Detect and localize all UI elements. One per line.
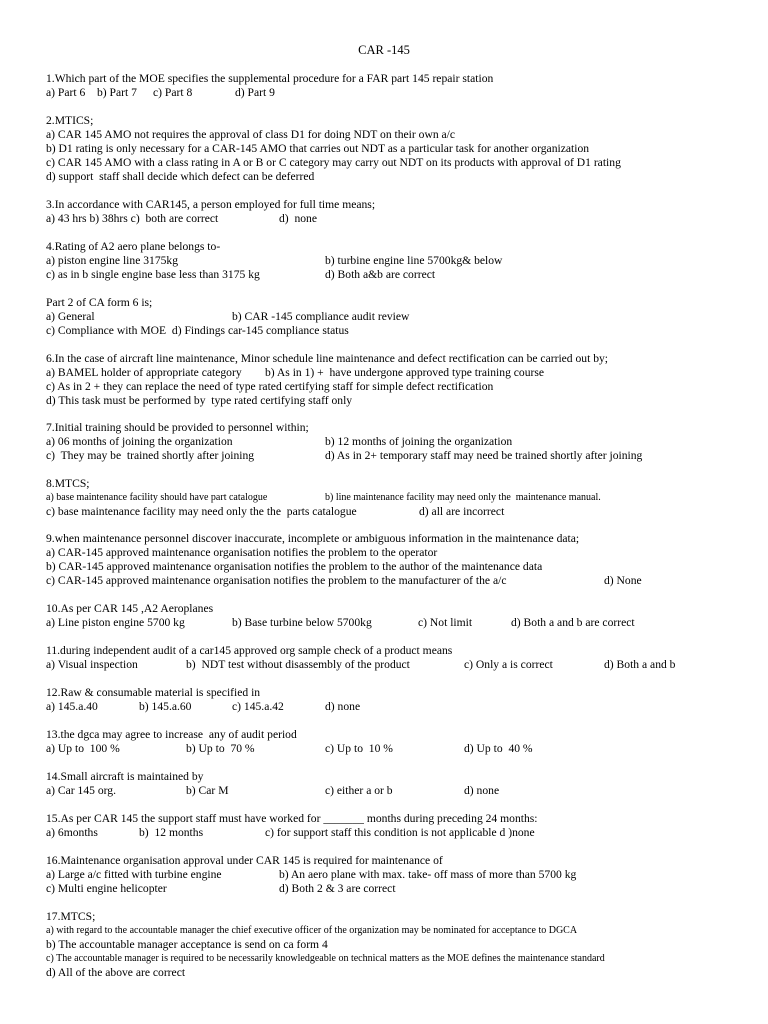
options-row [46,868,746,882]
option-a: a) piston engine line 3175kg [46,254,179,267]
options-row [46,616,746,630]
question-text: 10.As per CAR 145 ,A2 Aeroplanes [46,602,214,615]
option-c: c) The accountable manager is required to be necessarily knowledgeable on technical matters as the MOE defines the maintenance standard [46,953,605,964]
question-4 [46,240,746,282]
question-15 [46,812,746,840]
option-a: a) Car 145 org. [46,784,116,797]
option-abc: a) 43 hrs b) 38hrs c) both are correct [46,212,219,225]
question-2 [46,114,746,184]
option-a: a) Up to 100 % [46,742,120,755]
option-d: d) Both a&b are correct [325,268,436,281]
question-text: 7.Initial training should be provided to personnel within; [46,421,309,434]
options-row [46,366,746,380]
option-b: b) D1 rating is only necessary for a CAR-145 AMO that carries out NDT as a particular task for another organization [46,142,590,155]
question-text: 3.In accordance with CAR145, a person employed for full time means; [46,198,376,211]
options-row [46,449,746,463]
option-c: c) CAR-145 approved maintenance organisation notifies the problem to the manufacturer of the a/c [46,574,507,587]
option-a: a) Large a/c fitted with turbine engine [46,868,222,881]
option-b: b) An aero plane with max. take- off mass of more than 5700 kg [279,868,577,881]
question-1 [46,72,746,100]
question-text: 6.In the case of aircraft line maintenance, Minor schedule line maintenance and defect rectification can be carried out by; [46,352,609,365]
question-16 [46,854,746,896]
question-text: 14.Small aircraft is maintained by [46,770,204,783]
option-a: a) 06 months of joining the organization [46,435,233,448]
option-a: a) with regard to the accountable manager the chief executive officer of the organization may be nominated for acceptance to DGCA [46,925,578,936]
question-12 [46,686,746,714]
option-cd: c) for support staff this condition is not applicable d )none [265,826,535,839]
question-9 [46,532,746,588]
option-c: c) base maintenance facility may need only the the parts catalogue [46,505,357,518]
option-b: b) Base turbine below 5700kg [232,616,372,629]
option-c: c) Multi engine helicopter [46,882,167,895]
option-c: c) either a or b [325,784,393,797]
options-row [46,491,746,505]
option-c: c) Part 8 [153,86,193,99]
question-text: 12.Raw & consumable material is specified in [46,686,261,699]
options-row [46,505,746,519]
option-a: a) Part 6 [46,86,86,99]
options-row [46,574,746,588]
question-text: Part 2 of CA form 6 is; [46,296,153,309]
options-row [46,86,746,100]
options-row [46,254,746,268]
question-3 [46,198,746,226]
question-text: 4.Rating of A2 aero plane belongs to- [46,240,221,253]
option-b: b) CAR -145 compliance audit review [232,310,410,323]
question-6 [46,352,746,408]
question-text: 13.the dgca may agree to increase any of audit period [46,728,297,741]
option-b: b) As in 1) + have undergone approved type training course [265,366,545,379]
question-text: 9.when maintenance personnel discover inaccurate, incomplete or ambiguous information in the maintenance data; [46,532,580,545]
option-c: c) Not limit [418,616,473,629]
question-text: 11.during independent audit of a car145 approved org sample check of a product means [46,644,453,657]
question-text: 2.MTICS; [46,114,94,127]
option-a: a) Visual inspection [46,658,138,671]
option-c: c) Only a is correct [464,658,553,671]
option-a: a) 145.a.40 [46,700,98,713]
option-b: b) 145.a.60 [139,700,192,713]
option-d: d) none [464,784,500,797]
option-d: d) None [604,574,642,587]
option-c: c) CAR 145 AMO with a class rating in A or B or C category may carry out NDT on its products with approval of D1 rating [46,156,621,169]
option-c: c) As in 2 + they can replace the need of type rated certifying staff for simple defect rectification [46,380,494,393]
question-17 [46,910,746,980]
option-d: d) support staff shall decide which defect can be deferred [46,170,315,183]
option-b: b) CAR-145 approved maintenance organisation notifies the problem to the author of the maintenance data [46,560,543,573]
option-cd: c) Compliance with MOE d) Findings car-145 compliance status [46,324,349,337]
option-d: d) Both 2 & 3 are correct [279,882,396,895]
question-14 [46,770,746,798]
option-d: d) Part 9 [235,86,275,99]
option-b: b) Up to 70 % [186,742,255,755]
option-b: b) The accountable manager acceptance is send on ca form 4 [46,938,328,951]
question-text: 17.MTCS; [46,910,96,923]
options-row [46,268,746,282]
option-c: c) 145.a.42 [232,700,284,713]
option-b: b) Car M [186,784,229,797]
option-b: b) 12 months of joining the organization [325,435,513,448]
option-d: d) As in 2+ temporary staff may need be trained shortly after joining [325,449,643,462]
question-13 [46,728,746,756]
option-d: d) Both a and b are correct [511,616,635,629]
option-a: a) base maintenance facility should have part catalogue [46,492,268,503]
question-text: 16.Maintenance organisation approval under CAR 145 is required for maintenance of [46,854,443,867]
question-11 [46,644,746,672]
options-row [46,658,746,672]
option-b: b) line maintenance facility may need only the maintenance manual. [325,492,601,503]
question-text: 15.As per CAR 145 the support staff must have worked for _______ months during preceding 24 months: [46,812,538,825]
options-row [46,742,746,756]
option-b: b) turbine engine line 5700kg& below [325,254,503,267]
option-d: d) none [325,700,361,713]
options-row [46,784,746,798]
options-row [46,212,746,226]
options-row [46,826,746,840]
option-a: a) CAR 145 AMO not requires the approval of class D1 for doing NDT on their own a/c [46,128,456,141]
option-c: c) They may be trained shortly after joining [46,449,255,462]
options-row [46,700,746,714]
options-row [46,882,746,896]
option-b: b) NDT test without disassembly of the product [186,658,410,671]
option-a: a) CAR-145 approved maintenance organisation notifies the problem to the operator [46,546,438,559]
question-10 [46,602,746,630]
question-text: 8.MTCS; [46,477,90,490]
option-b: b) Part 7 [97,86,137,99]
page-title: CAR -145 [358,43,410,57]
option-b: b) 12 months [139,826,204,839]
option-d: d) all are incorrect [419,505,505,518]
option-d: d) Up to 40 % [464,742,533,755]
option-a: a) Line piston engine 5700 kg [46,616,185,629]
options-row [46,435,746,449]
question-5 [46,296,746,338]
question-8 [46,477,746,519]
option-c: c) as in b single engine base less than 3175 kg [46,268,260,281]
option-c: c) Up to 10 % [325,742,393,755]
options-row [46,310,746,324]
option-a: a) General [46,310,95,323]
option-d: d) Both a and b [604,658,676,671]
option-a: a) 6months [46,826,98,839]
option-d: d) This task must be performed by type rated certifying staff only [46,394,353,407]
option-d: d) All of the above are correct [46,966,186,979]
option-a: a) BAMEL holder of appropriate category [46,366,242,379]
question-7 [46,421,746,463]
option-d: d) none [279,212,317,225]
question-text: 1.Which part of the MOE specifies the supplemental procedure for a FAR part 145 repair station [46,72,494,85]
